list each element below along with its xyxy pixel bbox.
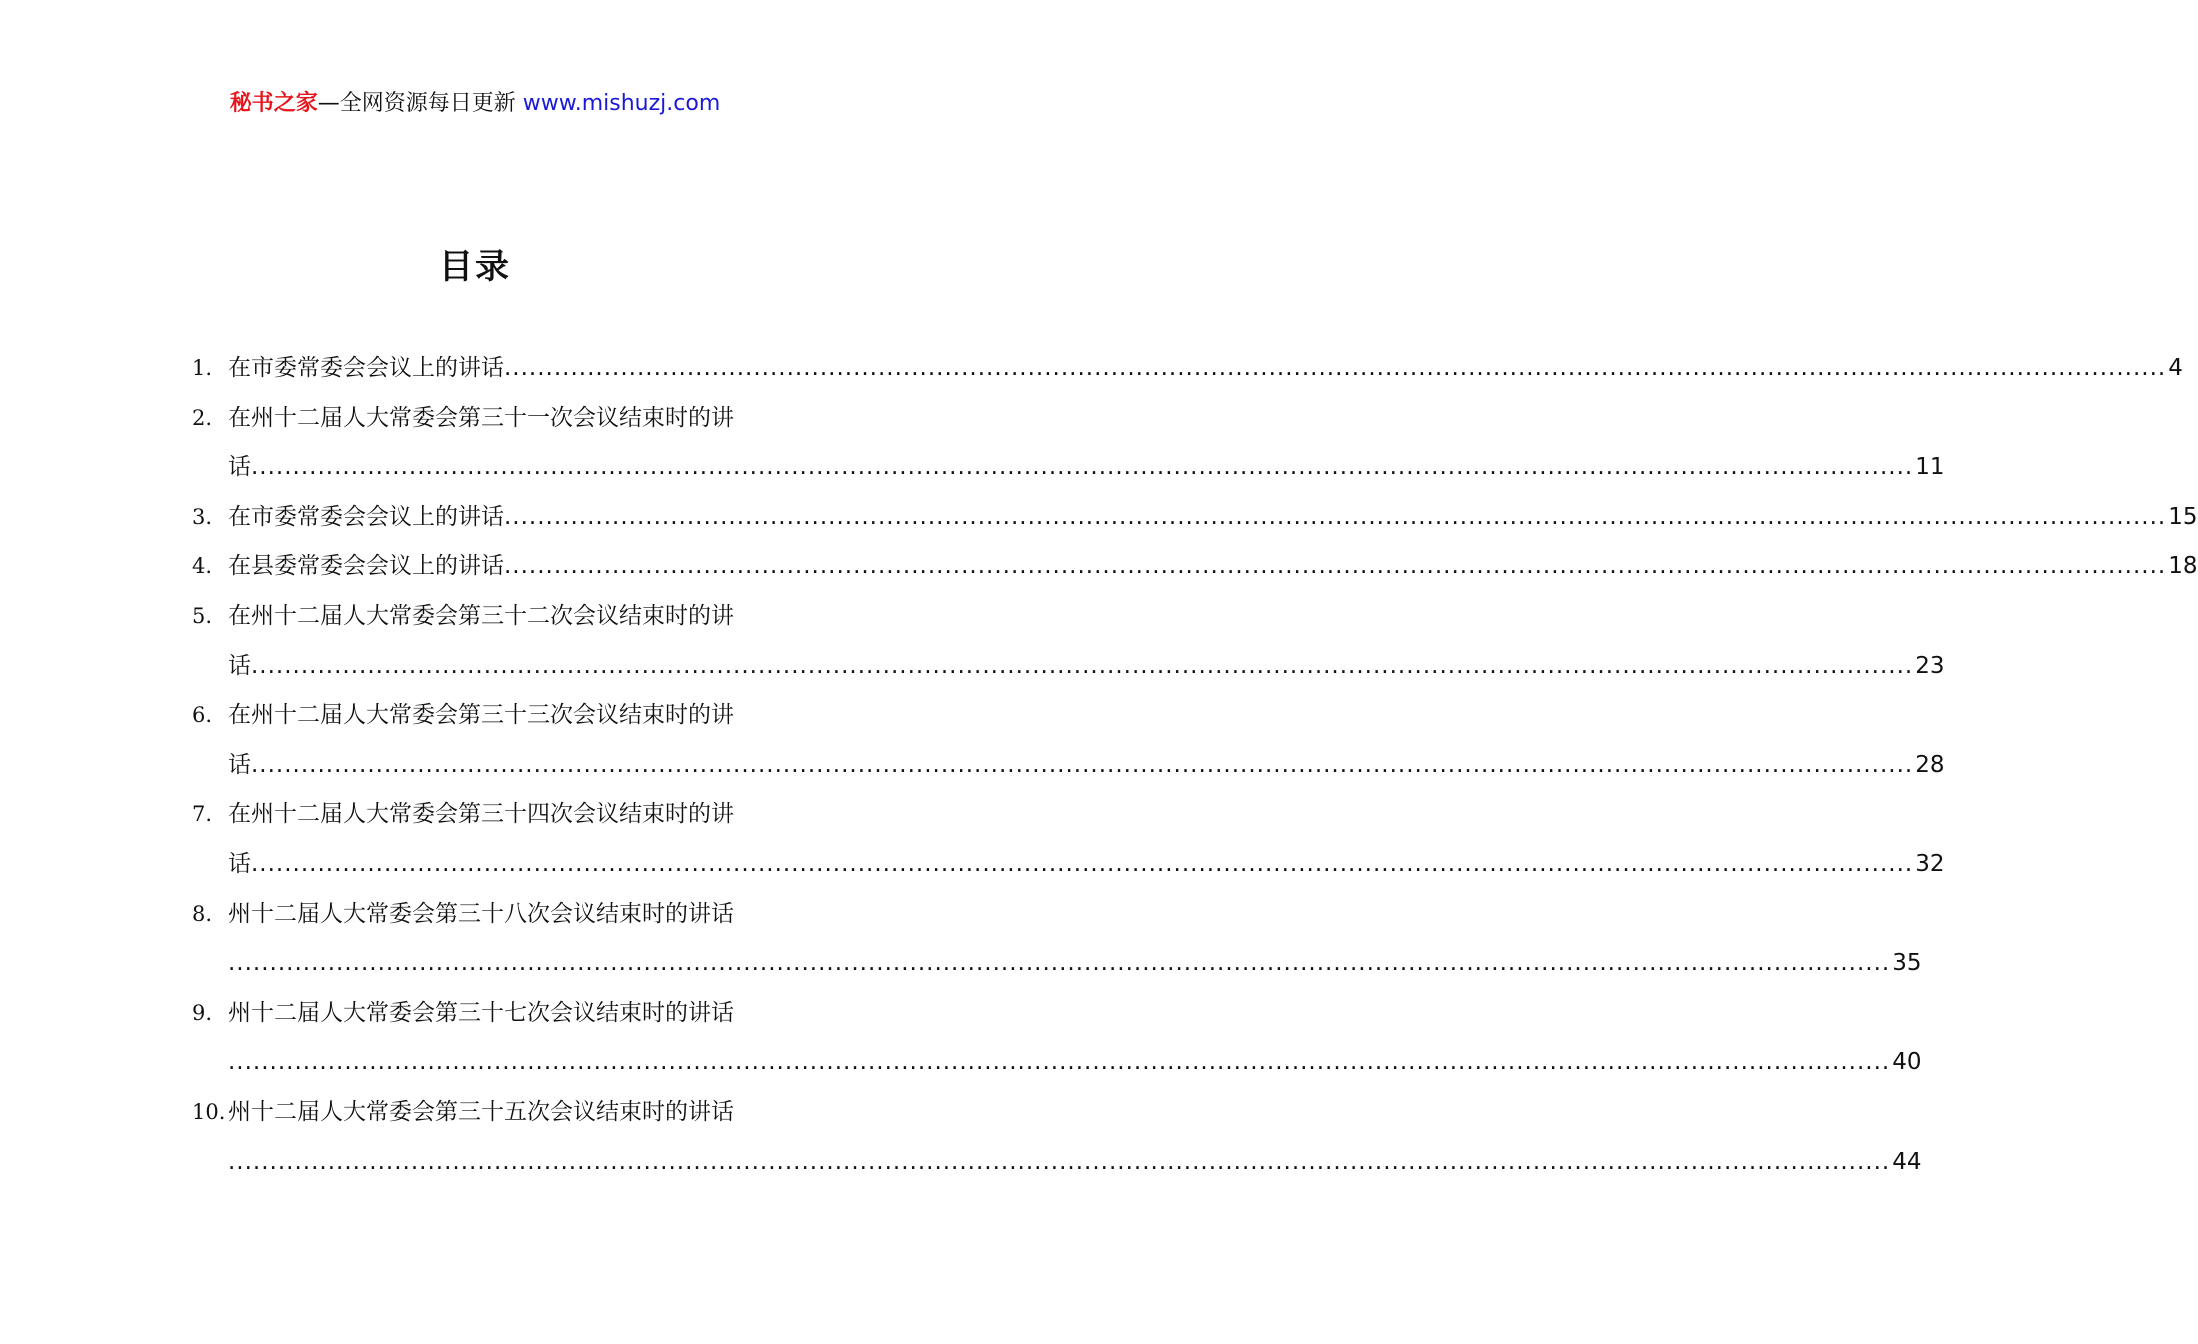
toc-dot-leader: ........................................................................................................................................................................................................	[504, 553, 2167, 580]
toc-entry-number: 8.	[192, 901, 213, 926]
toc-entry-title: 在州十二届人大常委会第三十二次会议结束时的讲	[228, 603, 734, 629]
toc-entry-line[interactable]	[0, 492, 2198, 542]
toc-entry-number: 5.	[192, 604, 213, 628]
brand-name: 秘书之家	[229, 91, 318, 116]
toc-entry-line[interactable]	[0, 541, 2198, 591]
toc-entry-line[interactable]	[0, 343, 2183, 393]
toc-entry-title: 州十二届人大常委会第三十五次会议结束时的讲话	[228, 1099, 734, 1125]
toc-entry-number: 9.	[192, 1000, 213, 1025]
toc-entry-line[interactable]	[0, 740, 1945, 790]
toc-entry-number: 3.	[192, 504, 213, 529]
toc-entry-title: 在市委常委会会议上的讲话	[228, 355, 504, 381]
page-title: 目录	[439, 247, 511, 287]
toc-entry-line[interactable]	[0, 988, 950, 1038]
toc-entry-title: 话	[228, 454, 251, 481]
toc-dot-leader: ........................................................................................................................................................................................................	[504, 503, 2167, 530]
toc-entry-title: 在市委常委会会议上的讲话	[228, 503, 504, 530]
toc-dot-leader: ........................................................................................................................................................................................................	[251, 751, 1914, 778]
toc-page-number: 40	[1892, 1049, 1922, 1076]
toc-entry-title: 州十二届人大常委会第三十七次会议结束时的讲话	[228, 999, 734, 1026]
toc-entry-title: 话	[228, 851, 251, 877]
toc-entry-line[interactable]	[0, 1137, 1922, 1187]
document-header	[0, 88, 950, 120]
toc-entry-title: 在州十二届人大常委会第三十四次会议结束时的讲	[228, 801, 734, 828]
toc-page-number: 15	[2168, 503, 2198, 530]
toc-entry-line[interactable]	[0, 393, 950, 443]
toc-page-number: 11	[1915, 454, 1945, 481]
toc-entry-line[interactable]	[0, 1037, 1922, 1087]
toc-entry-number: 6.	[192, 703, 213, 728]
toc-entry-number: 10.	[192, 1100, 226, 1124]
toc-entry-title: 在州十二届人大常委会第三十三次会议结束时的讲	[228, 702, 734, 729]
toc-entry-line[interactable]	[0, 442, 1945, 492]
toc-entry-title: 在州十二届人大常委会第三十一次会议结束时的讲	[228, 404, 734, 431]
toc-dot-leader: ........................................................................................................................................................................................................	[251, 851, 1914, 877]
toc-dot-leader: ........................................................................................................................................................................................................	[251, 652, 1914, 679]
toc-dot-leader: ........................................................................................................................................................................................................	[228, 1148, 1891, 1175]
toc-entry-line[interactable]	[0, 690, 950, 740]
toc-entry-line[interactable]	[0, 641, 1945, 691]
toc-page-number: 35	[1892, 950, 1922, 977]
toc-dot-leader: ........................................................................................................................................................................................................	[251, 454, 1914, 481]
toc-page-number: 4	[2168, 355, 2183, 381]
toc-page-number: 44	[1892, 1148, 1922, 1175]
header-url-link[interactable]: www.mishuzj.com	[522, 91, 721, 116]
toc-entry-number: 2.	[192, 405, 213, 430]
toc-entry-number: 7.	[192, 802, 213, 827]
toc-page-number: 32	[1915, 851, 1945, 877]
toc-page-number: 18	[2168, 553, 2198, 580]
toc-entry-line[interactable]	[0, 591, 950, 641]
toc-entry-title: 在县委常委会会议上的讲话	[228, 553, 504, 580]
toc-dot-leader: ........................................................................................................................................................................................................	[228, 1049, 1891, 1076]
toc-dot-leader: ........................................................................................................................................................................................................	[504, 355, 2167, 381]
toc-dot-leader: ........................................................................................................................................................................................................	[228, 950, 1891, 977]
toc-entry-line[interactable]	[0, 789, 950, 839]
header-tagline: —全网资源每日更新	[317, 91, 516, 116]
toc-entry-title: 话	[228, 652, 251, 679]
toc-entry-title: 州十二届人大常委会第三十八次会议结束时的讲话	[228, 900, 734, 927]
toc-entry-number: 1.	[192, 356, 213, 380]
toc-entry-title: 话	[228, 751, 251, 778]
toc-entry-line[interactable]	[0, 1087, 950, 1137]
toc-entry-number: 4.	[192, 554, 213, 579]
toc-entry-line[interactable]	[0, 938, 1922, 988]
toc-entry-line[interactable]	[0, 839, 1945, 889]
toc-page-number: 23	[1915, 652, 1945, 679]
toc-entry-line[interactable]	[0, 889, 950, 939]
toc-page-number: 28	[1915, 751, 1945, 778]
